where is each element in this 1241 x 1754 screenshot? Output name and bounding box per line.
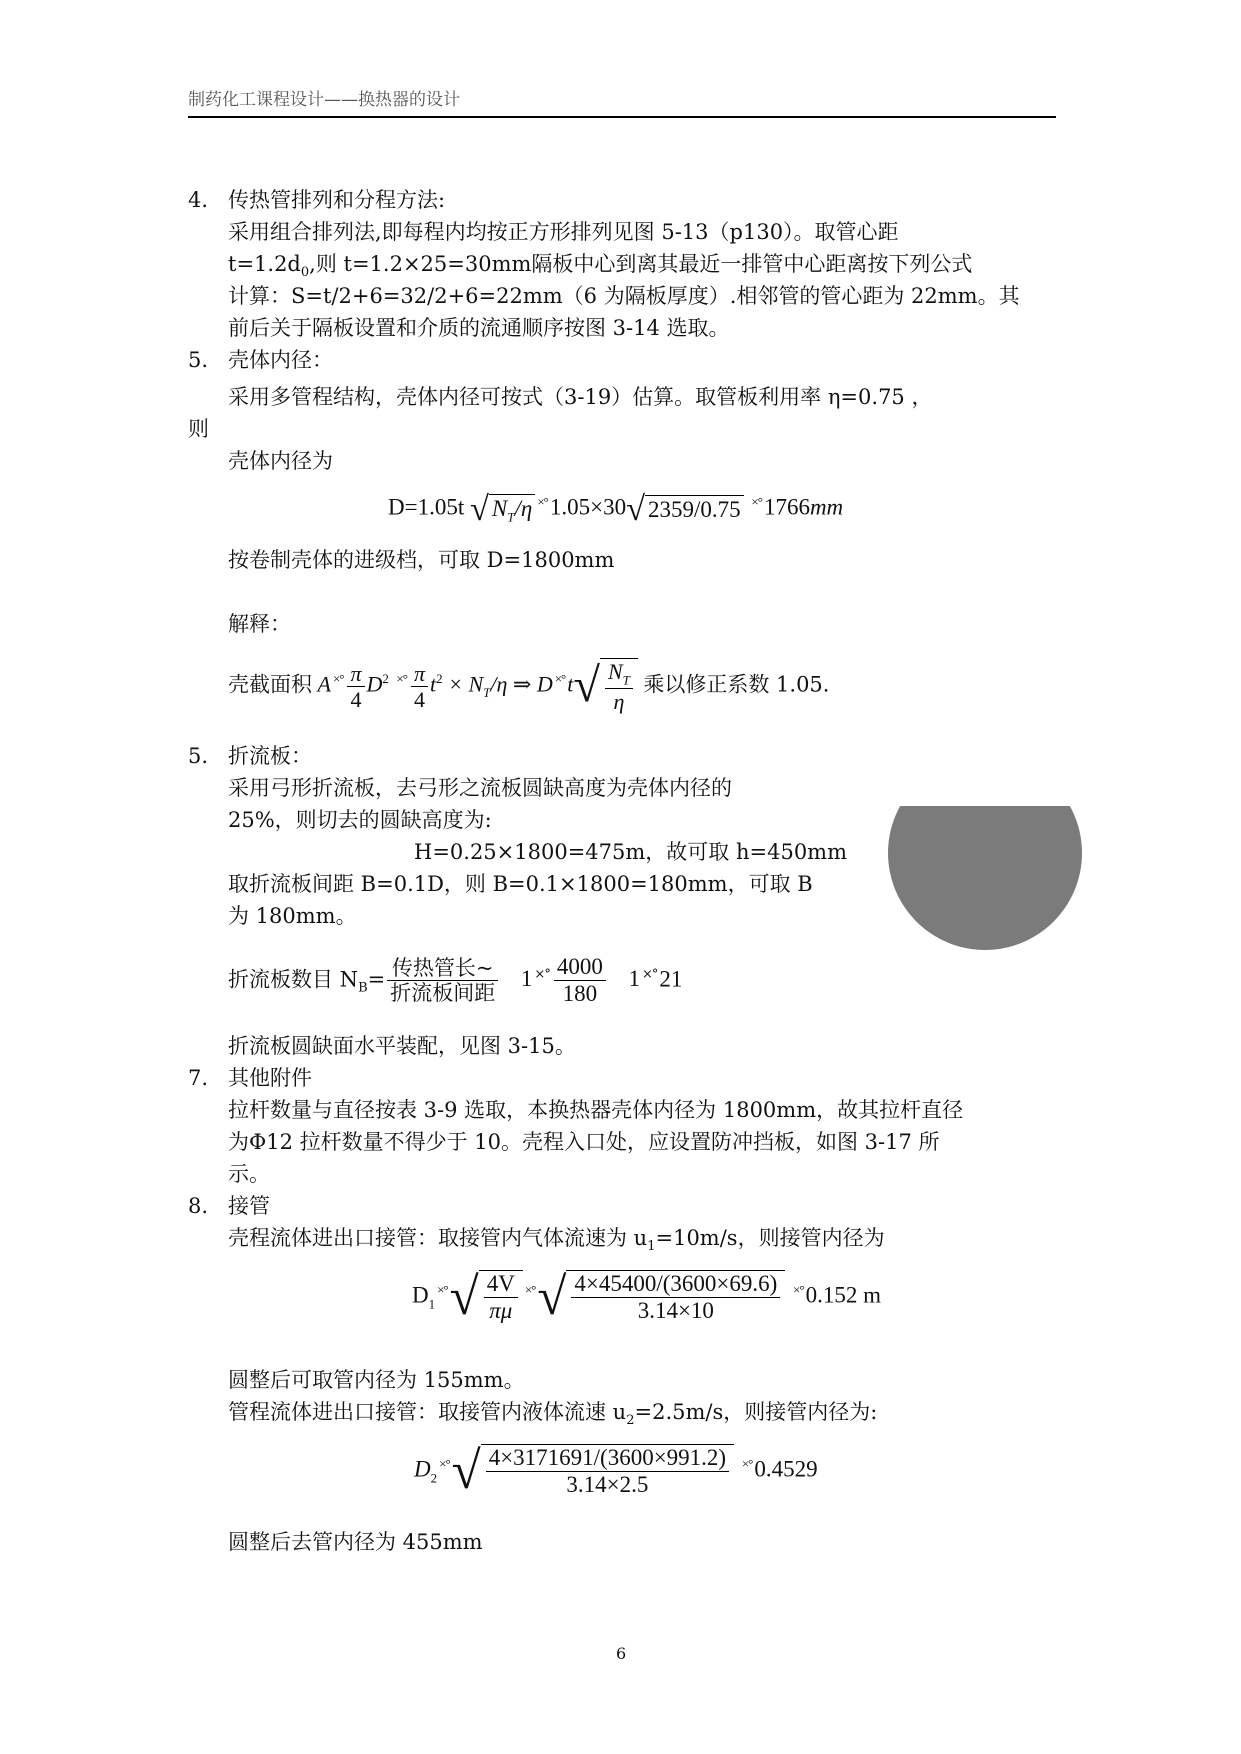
section-8-line: 圆整后可取管内径为 155mm。 (228, 1368, 525, 1392)
tube-nozzle-formula: $D_2^{\times^\circ}√$ $\frac{4\times 3171691/(3600\times 991.2)}{3.14\times 2.5}$ ×°0.4529 (414, 1441, 818, 1500)
section-7-line: 为Φ12 拉杆数量不得少于 10。壳程入口处，应设置防冲挡板，如图 3-17 所 (228, 1130, 940, 1154)
shell-nozzle-formula: $D_1^{\times^\circ}√$ $\frac{4V}{\pi\mu}$ ×°√ $\frac{4\times 45400/(3600\times 69.6)}{3.14\times 10}$ ×°0.152 m (412, 1267, 881, 1326)
section-4-number: 4. (188, 188, 209, 212)
baffle-count-formula: 折流板数目 $N_B=$ $\frac{\text{传热管长\textasciitilde{}}}{\text{折流板间距}}$ 1 ×° $\frac{4000}{180}$ 1 ×°21 (228, 954, 683, 1007)
section-baffle-line: 为 180mm。 (228, 904, 357, 928)
section-4-line: 采用组合排列法,即每程内均按正方形排列见图 5-13（p130）。取管心距 (228, 220, 899, 244)
section-5-line: 壳体内径为 (228, 449, 333, 473)
section-baffle-line: H=0.25×1800=475m，故可取 h=450mm (414, 840, 848, 864)
section-8-line: 壳程流体进出口接管：取接管内气体流速为 $u_1=10m/s$，则接管内径为 (228, 1226, 885, 1255)
section-baffle-line: 采用弓形折流板，去弓形之流板圆缺高度为壳体内径的 (228, 776, 732, 800)
section-4-line: 前后关于隔板设置和介质的流通顺序按图 3-14 选取。 (228, 316, 730, 340)
baffle-cut-segment (880, 750, 1090, 806)
section-5-line-wrap: 则 (188, 417, 209, 441)
section-5-heading: 壳体内径： (228, 348, 333, 372)
section-7-number: 7. (188, 1066, 209, 1090)
section-8-line: 管程流体进出口接管：取接管内液体流速 $u_2=2.5m/s$，则接管内径为: (228, 1400, 878, 1429)
section-7-line: 示。 (228, 1162, 270, 1186)
area-explanation-formula: 壳截面积 A ×° $\frac{\pi}{4}$ $D^2$ ×° $\frac{\pi}{4}$ $t^2 \times N_T/\eta$ ⇒ D ×°t√ $\frac{N_T}{\eta}$ 乘以修正系数 1.05. (228, 659, 830, 715)
section-8-number: 8. (188, 1194, 209, 1218)
section-4-line: 计算：S=t/2+6=32/2+6=22mm（6 为隔板厚度）.相邻管的管心距为 22mm。其 (228, 284, 1020, 308)
header-title: 制药化工课程设计——换热器的设计 (188, 90, 460, 110)
section-baffle-heading: 折流板： (228, 744, 312, 768)
header-divider (188, 116, 1056, 118)
shell-diameter-formula: D=1.05t √ $N_T/\eta$ ×°1.05×30√ 2359/0.75 ×°1766mm (388, 490, 844, 528)
section-8-heading: 接管 (228, 1194, 270, 1218)
section-7-heading: 其他附件 (228, 1066, 312, 1090)
section-5-line: 按卷制壳体的进级档，可取 D=1800mm (228, 548, 615, 572)
section-baffle-line: 25%，则切去的圆缺高度为: (228, 808, 492, 832)
section-7-line: 拉杆数量与直径按表 3-9 选取，本换热器壳体内径为 1800mm，故其拉杆直径 (228, 1098, 964, 1122)
section-baffle-line: 折流板圆缺面水平装配，见图 3-15。 (228, 1034, 576, 1058)
section-baffle-number: 5. (188, 744, 209, 768)
explanation-label: 解释： (228, 612, 291, 636)
section-5-line: 采用多管程结构，壳体内径可按式（3-19）估算。取管板利用率 η=0.75 ， (228, 385, 933, 409)
page-number: 6 (616, 1644, 627, 1663)
section-8-line: 圆整后去管内径为 455mm (228, 1530, 483, 1554)
section-5-number: 5. (188, 348, 209, 372)
section-baffle-line: 取折流板间距 B=0.1D，则 B=0.1×1800=180mm，可取 B (228, 872, 813, 896)
section-4-heading: 传热管排列和分程方法: (228, 188, 446, 212)
section-4-line: $t=1.2d_0$,则 t=1.2×25=30mm隔板中心到离其最近一排管中心距离按下列公式 (228, 252, 973, 281)
